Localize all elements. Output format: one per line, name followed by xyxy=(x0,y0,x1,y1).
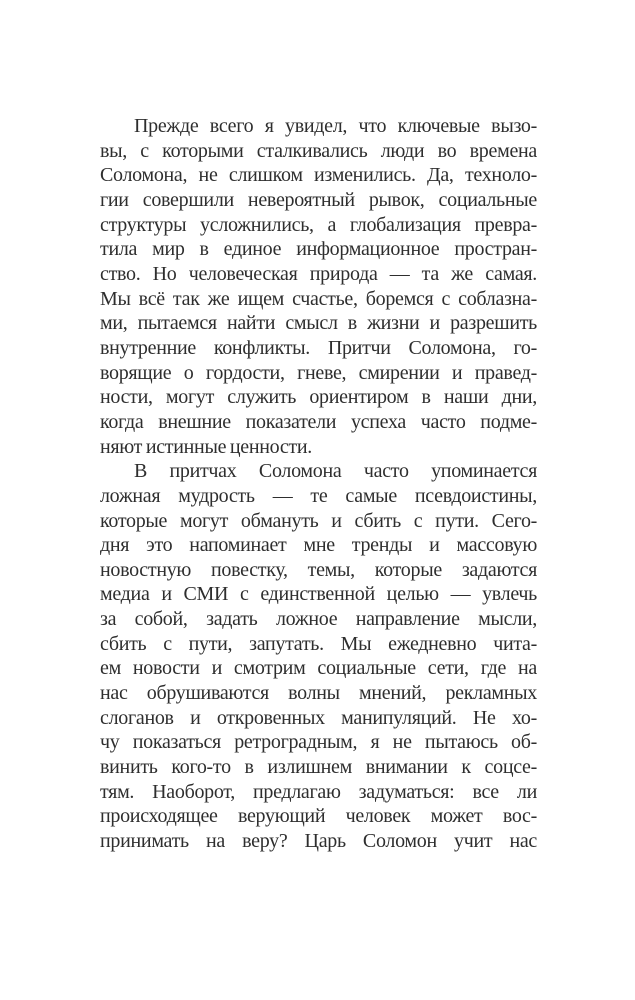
text-line: структуры усложнились, а глобализация превра- xyxy=(100,213,537,236)
text-line: няют истинные ценности. xyxy=(100,435,312,458)
text-line: новостную повестку, темы, которые задаются xyxy=(100,558,537,581)
text-line: ем новости и смотрим социальные сети, где на xyxy=(100,657,537,680)
paragraph-1 xyxy=(100,114,537,459)
text-line: принимать на веру? Царь Соломон учит нас xyxy=(100,830,537,853)
text-line: Соломона, не слишком изменились. Да, техноло- xyxy=(100,164,537,187)
text-line: ложная мудрость — те самые псевдоистины, xyxy=(100,484,537,507)
text-line: когда внешние показатели успеха часто подме- xyxy=(100,410,537,433)
text-line: Мы всё так же ищем счастье, боремся с соблазна- xyxy=(100,287,537,310)
text-line: ми, пытаемся найти смысл в жизни и разрешить xyxy=(100,312,537,335)
text-line: слоганов и откровенных манипуляций. Не хо- xyxy=(100,706,537,729)
text-line: В притчах Соломона часто упоминается xyxy=(134,460,537,483)
text-line: которые могут обмануть и сбить с пути. Сего- xyxy=(100,509,537,532)
text-line: сбить с пути, запутать. Мы ежедневно чита- xyxy=(100,632,537,655)
text-line: дня это напоминает мне тренды и массовую xyxy=(100,534,537,557)
text-line: винить кого-то в излишнем внимании к соцсе- xyxy=(100,756,537,779)
text-line: гии совершили невероятный рывок, социальные xyxy=(100,188,537,211)
page-text xyxy=(100,114,537,854)
text-line: медиа и СМИ с единственной целью — увлечь xyxy=(100,583,537,606)
text-line: чу показаться ретроградным, я не пытаюсь об- xyxy=(100,731,537,754)
text-line: внутренние конфликты. Притчи Соломона, го- xyxy=(100,336,537,359)
text-line: происходящее верующий человек может вос- xyxy=(100,805,537,828)
text-line: ство. Но человеческая природа — та же самая. xyxy=(100,262,537,285)
text-line: нас обрушиваются волны мнений, рекламных xyxy=(100,682,537,705)
paragraph-2 xyxy=(100,459,537,854)
text-line: ворящие о гордости, гневе, смирении и правед- xyxy=(100,361,537,384)
text-line: Прежде всего я увидел, что ключевые вызо- xyxy=(134,115,537,137)
text-line: за собой, задать ложное направление мысли, xyxy=(100,608,537,631)
text-line: вы, с которыми сталкивались люди во времена xyxy=(100,139,537,162)
text-line: тям. Наоборот, предлагаю задуматься: все ли xyxy=(100,780,537,803)
text-line: тила мир в единое информационное простран- xyxy=(100,238,537,261)
text-line: ности, могут служить ориентиром в наши дни, xyxy=(100,386,537,409)
